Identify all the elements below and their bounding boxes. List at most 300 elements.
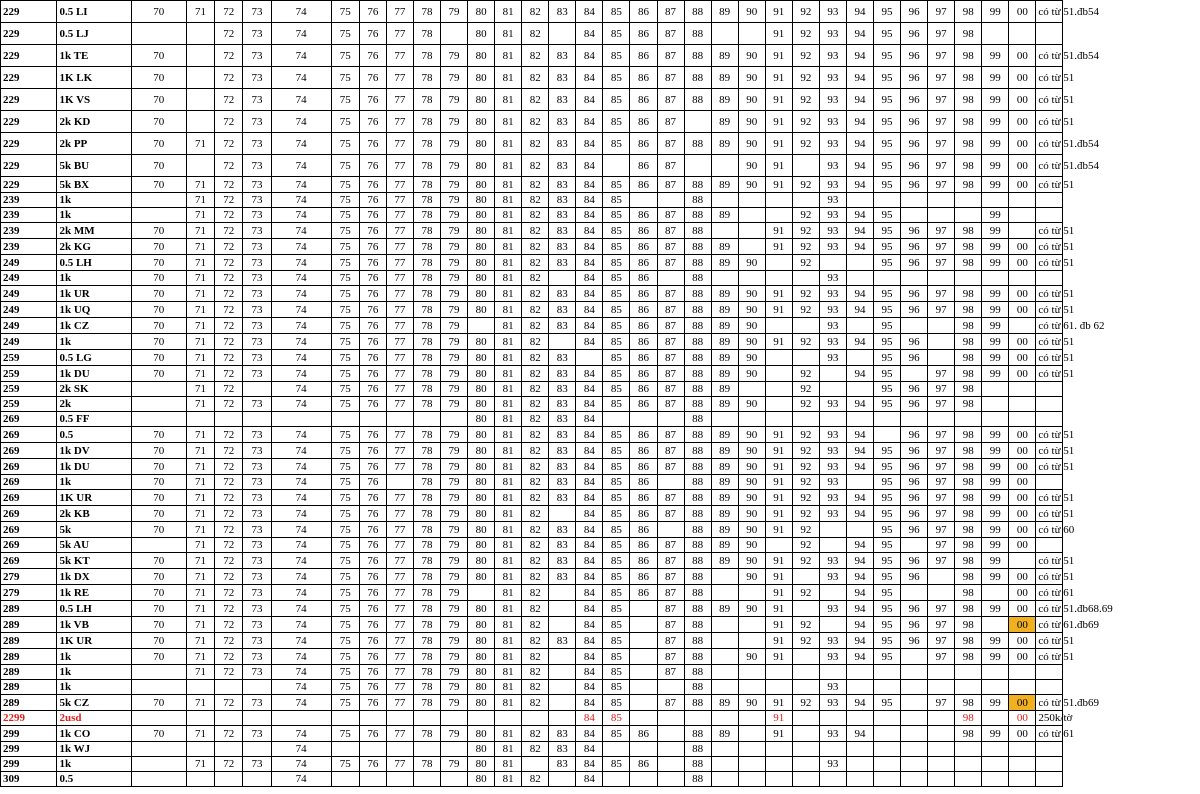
year-cell-74: 74	[271, 427, 331, 443]
year-cell-72: 72	[215, 302, 243, 318]
year-cell-75: 75	[331, 665, 359, 680]
year-cell-72: 72	[215, 89, 243, 111]
year-cell-74: 74	[271, 459, 331, 475]
year-cell-91: 91	[765, 617, 792, 633]
year-cell-93: 93	[819, 334, 846, 350]
year-cell-78: 78	[413, 459, 440, 475]
year-cell-98: 98	[955, 382, 982, 397]
year-cell-88: 88	[684, 569, 711, 585]
year-cell-93	[819, 412, 846, 427]
year-cell-84: 84	[576, 665, 603, 680]
year-cell-74: 74	[271, 271, 331, 286]
year-cell-78: 78	[413, 208, 440, 223]
year-cell-87	[657, 271, 684, 286]
year-cell-70: 70	[131, 155, 186, 177]
year-cell-88: 88	[684, 1, 711, 23]
year-cell-89: 89	[711, 726, 738, 742]
year-cell-00: 00	[1009, 443, 1036, 459]
year-cell-82: 82	[522, 506, 549, 522]
year-cell-77: 77	[386, 459, 413, 475]
row-note	[1036, 208, 1063, 223]
year-cell-79	[441, 772, 468, 787]
row-note: có từ 51	[1036, 553, 1063, 569]
year-cell-98: 98	[955, 255, 982, 271]
year-cell-90: 90	[738, 695, 765, 711]
row-id: 229	[1, 45, 57, 67]
year-cell-81: 81	[495, 412, 522, 427]
year-cell-79: 79	[441, 350, 468, 366]
year-cell-71: 71	[186, 318, 214, 334]
year-cell-91: 91	[765, 490, 792, 506]
year-cell-90	[738, 585, 765, 601]
year-cell-77: 77	[386, 757, 413, 772]
year-cell-94: 94	[846, 553, 873, 569]
year-cell-86: 86	[630, 67, 657, 89]
year-cell-79: 79	[441, 490, 468, 506]
year-cell-98: 98	[955, 239, 982, 255]
year-cell-74: 74	[271, 89, 331, 111]
year-cell-90: 90	[738, 427, 765, 443]
year-cell-85	[603, 155, 630, 177]
row-id: 269	[1, 506, 57, 522]
year-cell-86: 86	[630, 397, 657, 412]
year-cell-96	[901, 695, 928, 711]
year-cell-74: 74	[271, 223, 331, 239]
year-cell-78: 78	[413, 695, 440, 711]
year-cell-92	[792, 569, 819, 585]
year-cell-76: 76	[359, 133, 386, 155]
row-note: có từ 51	[1036, 490, 1063, 506]
year-cell-87: 87	[657, 695, 684, 711]
year-cell-74: 74	[271, 111, 331, 133]
year-cell-82: 82	[522, 271, 549, 286]
year-cell-88: 88	[684, 617, 711, 633]
year-cell-84: 84	[576, 334, 603, 350]
year-cell-99: 99	[982, 459, 1009, 475]
year-cell-83: 83	[549, 255, 576, 271]
year-cell-96: 96	[901, 382, 928, 397]
year-cell-95: 95	[874, 553, 901, 569]
year-cell-00: 00	[1009, 45, 1036, 67]
year-cell-79: 79	[441, 155, 468, 177]
year-cell-96	[901, 665, 928, 680]
year-cell-99: 99	[982, 726, 1009, 742]
year-cell-99: 99	[982, 490, 1009, 506]
year-cell-89: 89	[711, 350, 738, 366]
year-cell-80: 80	[468, 67, 495, 89]
year-cell-97: 97	[928, 522, 955, 538]
year-cell-94: 94	[846, 538, 873, 553]
year-cell-85: 85	[603, 23, 630, 45]
year-cell-94: 94	[846, 45, 873, 67]
year-cell-98: 98	[955, 649, 982, 665]
year-cell-71	[186, 67, 214, 89]
year-cell-87: 87	[657, 133, 684, 155]
year-cell-75: 75	[331, 111, 359, 133]
year-cell-93: 93	[819, 649, 846, 665]
year-cell-91: 91	[765, 177, 792, 193]
year-cell-98: 98	[955, 397, 982, 412]
year-cell-96: 96	[901, 475, 928, 490]
year-cell-91: 91	[765, 506, 792, 522]
year-cell-72	[215, 711, 243, 726]
year-cell-92: 92	[792, 382, 819, 397]
year-cell-82: 82	[522, 366, 549, 382]
row-label: 2k KG	[57, 239, 131, 255]
year-cell-97	[928, 711, 955, 726]
year-cell-80: 80	[468, 695, 495, 711]
year-cell-81: 81	[495, 239, 522, 255]
year-cell-86	[630, 601, 657, 617]
row-note: có từ 51	[1036, 239, 1063, 255]
year-cell-74: 74	[271, 695, 331, 711]
year-cell-99	[982, 585, 1009, 601]
table-row	[1, 366, 1200, 382]
year-cell-95: 95	[874, 208, 901, 223]
year-cell-71: 71	[186, 239, 214, 255]
year-cell-71	[186, 412, 214, 427]
year-cell-90: 90	[738, 302, 765, 318]
year-cell-89	[711, 193, 738, 208]
year-cell-81: 81	[495, 726, 522, 742]
table-row	[1, 1, 1200, 23]
year-cell-76: 76	[359, 506, 386, 522]
year-cell-75: 75	[331, 23, 359, 45]
row-id: 2299	[1, 711, 57, 726]
table-row	[1, 757, 1200, 772]
year-cell-75: 75	[331, 601, 359, 617]
year-cell-88	[684, 155, 711, 177]
year-cell-85: 85	[603, 649, 630, 665]
year-cell-96	[901, 711, 928, 726]
year-cell-88: 88	[684, 633, 711, 649]
year-cell-80: 80	[468, 412, 495, 427]
year-cell-78: 78	[413, 89, 440, 111]
year-cell-94: 94	[846, 601, 873, 617]
year-cell-93	[819, 366, 846, 382]
year-cell-71: 71	[186, 538, 214, 553]
year-cell-98: 98	[955, 286, 982, 302]
year-cell-84: 84	[576, 726, 603, 742]
year-cell-83: 83	[549, 490, 576, 506]
year-cell-80: 80	[468, 459, 495, 475]
year-cell-73: 73	[243, 318, 271, 334]
year-cell-99: 99	[982, 649, 1009, 665]
year-cell-71: 71	[186, 382, 214, 397]
year-cell-78: 78	[413, 522, 440, 538]
year-cell-99	[982, 711, 1009, 726]
year-cell-83: 83	[549, 155, 576, 177]
year-cell-82: 82	[522, 318, 549, 334]
year-cell-99	[982, 617, 1009, 633]
year-cell-84: 84	[576, 382, 603, 397]
year-cell-96	[901, 772, 928, 787]
year-cell-00: 00	[1009, 490, 1036, 506]
row-id: 239	[1, 239, 57, 255]
year-cell-82: 82	[522, 538, 549, 553]
year-cell-83: 83	[549, 475, 576, 490]
year-cell-87: 87	[657, 286, 684, 302]
year-cell-82: 82	[522, 475, 549, 490]
year-cell-86: 86	[630, 553, 657, 569]
row-note	[1036, 742, 1063, 757]
year-cell-82: 82	[522, 443, 549, 459]
year-cell-97	[928, 665, 955, 680]
year-cell-94	[846, 412, 873, 427]
year-cell-91	[765, 193, 792, 208]
year-cell-75: 75	[331, 617, 359, 633]
year-cell-84: 84	[576, 757, 603, 772]
year-cell-96: 96	[901, 286, 928, 302]
year-cell-74: 74	[271, 506, 331, 522]
year-cell-88: 88	[684, 286, 711, 302]
year-cell-76: 76	[359, 208, 386, 223]
year-cell-82: 82	[522, 177, 549, 193]
year-cell-71: 71	[186, 633, 214, 649]
year-cell-89	[711, 617, 738, 633]
year-cell-80: 80	[468, 772, 495, 787]
year-cell-88: 88	[684, 427, 711, 443]
table-row	[1, 23, 1200, 45]
year-cell-70	[131, 665, 186, 680]
year-cell-81: 81	[495, 772, 522, 787]
year-cell-90	[738, 772, 765, 787]
year-cell-75	[331, 711, 359, 726]
year-cell-81: 81	[495, 506, 522, 522]
year-cell-91	[765, 366, 792, 382]
year-cell-85: 85	[603, 475, 630, 490]
year-cell-92	[792, 412, 819, 427]
row-id: 289	[1, 633, 57, 649]
year-cell-84: 84	[576, 772, 603, 787]
year-cell-94: 94	[846, 633, 873, 649]
year-cell-74: 74	[271, 302, 331, 318]
year-cell-82: 82	[522, 459, 549, 475]
year-cell-87: 87	[657, 45, 684, 67]
year-cell-78: 78	[413, 155, 440, 177]
year-cell-89	[711, 271, 738, 286]
row-label: 5k AU	[57, 538, 131, 553]
table-row	[1, 155, 1200, 177]
year-cell-97	[928, 585, 955, 601]
year-cell-84: 84	[576, 67, 603, 89]
year-cell-00	[1009, 271, 1036, 286]
row-id: 269	[1, 490, 57, 506]
table-row	[1, 601, 1200, 617]
year-cell-88: 88	[684, 193, 711, 208]
year-cell-80: 80	[468, 382, 495, 397]
table-row	[1, 334, 1200, 350]
year-cell-00	[1009, 193, 1036, 208]
table-row	[1, 111, 1200, 133]
year-cell-70: 70	[131, 271, 186, 286]
year-cell-90: 90	[738, 538, 765, 553]
row-label: 1k	[57, 271, 131, 286]
year-cell-78: 78	[413, 302, 440, 318]
year-cell-97: 97	[928, 382, 955, 397]
year-cell-83: 83	[549, 443, 576, 459]
year-cell-82: 82	[522, 23, 549, 45]
year-cell-87: 87	[657, 585, 684, 601]
year-cell-92: 92	[792, 427, 819, 443]
year-cell-73: 73	[243, 302, 271, 318]
row-note	[1036, 665, 1063, 680]
row-label: 5k CZ	[57, 695, 131, 711]
year-cell-87: 87	[657, 506, 684, 522]
year-cell-94: 94	[846, 366, 873, 382]
year-cell-92: 92	[792, 111, 819, 133]
year-cell-95: 95	[874, 177, 901, 193]
year-cell-79: 79	[441, 286, 468, 302]
year-cell-89: 89	[711, 366, 738, 382]
table-row	[1, 711, 1200, 726]
year-cell-81: 81	[495, 633, 522, 649]
year-cell-93: 93	[819, 506, 846, 522]
year-cell-95: 95	[874, 617, 901, 633]
year-cell-76: 76	[359, 443, 386, 459]
year-cell-96: 96	[901, 569, 928, 585]
year-cell-80: 80	[468, 155, 495, 177]
year-cell-83: 83	[549, 302, 576, 318]
year-cell-93	[819, 538, 846, 553]
year-cell-80: 80	[468, 680, 495, 695]
year-cell-79: 79	[441, 538, 468, 553]
year-cell-97	[928, 318, 955, 334]
year-cell-78: 78	[413, 223, 440, 239]
year-cell-99: 99	[982, 223, 1009, 239]
year-cell-71: 71	[186, 271, 214, 286]
year-cell-83: 83	[549, 538, 576, 553]
year-cell-72	[215, 742, 243, 757]
year-cell-89	[711, 569, 738, 585]
year-cell-99: 99	[982, 506, 1009, 522]
year-cell-75: 75	[331, 177, 359, 193]
year-cell-78: 78	[413, 350, 440, 366]
year-cell-92: 92	[792, 208, 819, 223]
year-cell-70: 70	[131, 177, 186, 193]
year-cell-78: 78	[413, 585, 440, 601]
year-cell-77: 77	[386, 286, 413, 302]
year-cell-80: 80	[468, 569, 495, 585]
year-cell-91: 91	[765, 239, 792, 255]
year-cell-83: 83	[549, 239, 576, 255]
row-label: 1k DU	[57, 459, 131, 475]
year-cell-85: 85	[603, 757, 630, 772]
year-cell-93: 93	[819, 490, 846, 506]
year-cell-00: 00	[1009, 585, 1036, 601]
year-cell-97: 97	[928, 553, 955, 569]
year-cell-77	[386, 742, 413, 757]
year-cell-96	[901, 193, 928, 208]
table-row	[1, 223, 1200, 239]
row-label: 5k BU	[57, 155, 131, 177]
year-cell-92	[792, 665, 819, 680]
year-cell-93: 93	[819, 553, 846, 569]
year-cell-80: 80	[468, 302, 495, 318]
year-cell-82: 82	[522, 350, 549, 366]
row-note	[1036, 412, 1063, 427]
year-cell-73: 73	[243, 665, 271, 680]
year-cell-93: 93	[819, 239, 846, 255]
year-cell-73: 73	[243, 23, 271, 45]
year-cell-98	[955, 680, 982, 695]
year-cell-72: 72	[215, 255, 243, 271]
year-cell-85: 85	[603, 208, 630, 223]
year-cell-84: 84	[576, 680, 603, 695]
year-cell-88: 88	[684, 239, 711, 255]
row-label: 5k	[57, 522, 131, 538]
table-row	[1, 271, 1200, 286]
year-cell-78: 78	[413, 255, 440, 271]
year-cell-84: 84	[576, 649, 603, 665]
year-cell-77: 77	[386, 67, 413, 89]
year-cell-73: 73	[243, 155, 271, 177]
year-cell-80: 80	[468, 522, 495, 538]
year-cell-84: 84	[576, 111, 603, 133]
year-cell-92: 92	[792, 633, 819, 649]
year-cell-91	[765, 412, 792, 427]
year-cell-86: 86	[630, 350, 657, 366]
year-cell-81: 81	[495, 601, 522, 617]
row-note: có từ 51.đb54	[1036, 45, 1063, 67]
row-label: 2k SK	[57, 382, 131, 397]
row-note	[1036, 23, 1063, 45]
year-cell-89	[711, 757, 738, 772]
year-cell-83	[549, 649, 576, 665]
year-cell-83: 83	[549, 427, 576, 443]
year-cell-89: 89	[711, 45, 738, 67]
year-cell-87: 87	[657, 665, 684, 680]
year-cell-00	[1009, 208, 1036, 223]
year-cell-79: 79	[441, 366, 468, 382]
year-cell-95	[874, 772, 901, 787]
year-cell-70: 70	[131, 318, 186, 334]
year-cell-89	[711, 23, 738, 45]
year-cell-77: 77	[386, 366, 413, 382]
year-cell-78: 78	[413, 133, 440, 155]
year-cell-87: 87	[657, 569, 684, 585]
row-id: 289	[1, 695, 57, 711]
year-cell-73: 73	[243, 490, 271, 506]
year-cell-92: 92	[792, 239, 819, 255]
year-cell-86: 86	[630, 286, 657, 302]
year-cell-96	[901, 412, 928, 427]
year-cell-86: 86	[630, 155, 657, 177]
year-cell-74: 74	[271, 350, 331, 366]
year-cell-80: 80	[468, 286, 495, 302]
year-cell-91: 91	[765, 711, 792, 726]
table-row	[1, 177, 1200, 193]
year-cell-79: 79	[441, 111, 468, 133]
year-cell-94: 94	[846, 585, 873, 601]
year-cell-97: 97	[928, 67, 955, 89]
row-label: 1k WJ	[57, 742, 131, 757]
year-cell-96: 96	[901, 459, 928, 475]
year-cell-84: 84	[576, 89, 603, 111]
year-cell-96	[901, 649, 928, 665]
year-cell-82: 82	[522, 726, 549, 742]
year-cell-74: 74	[271, 366, 331, 382]
year-cell-95: 95	[874, 649, 901, 665]
row-note: có từ 61	[1036, 726, 1063, 742]
year-cell-88: 88	[684, 585, 711, 601]
year-cell-97: 97	[928, 490, 955, 506]
year-cell-83	[549, 601, 576, 617]
year-cell-71: 71	[186, 757, 214, 772]
year-cell-88: 88	[684, 133, 711, 155]
year-cell-92: 92	[792, 223, 819, 239]
year-cell-74: 74	[271, 239, 331, 255]
